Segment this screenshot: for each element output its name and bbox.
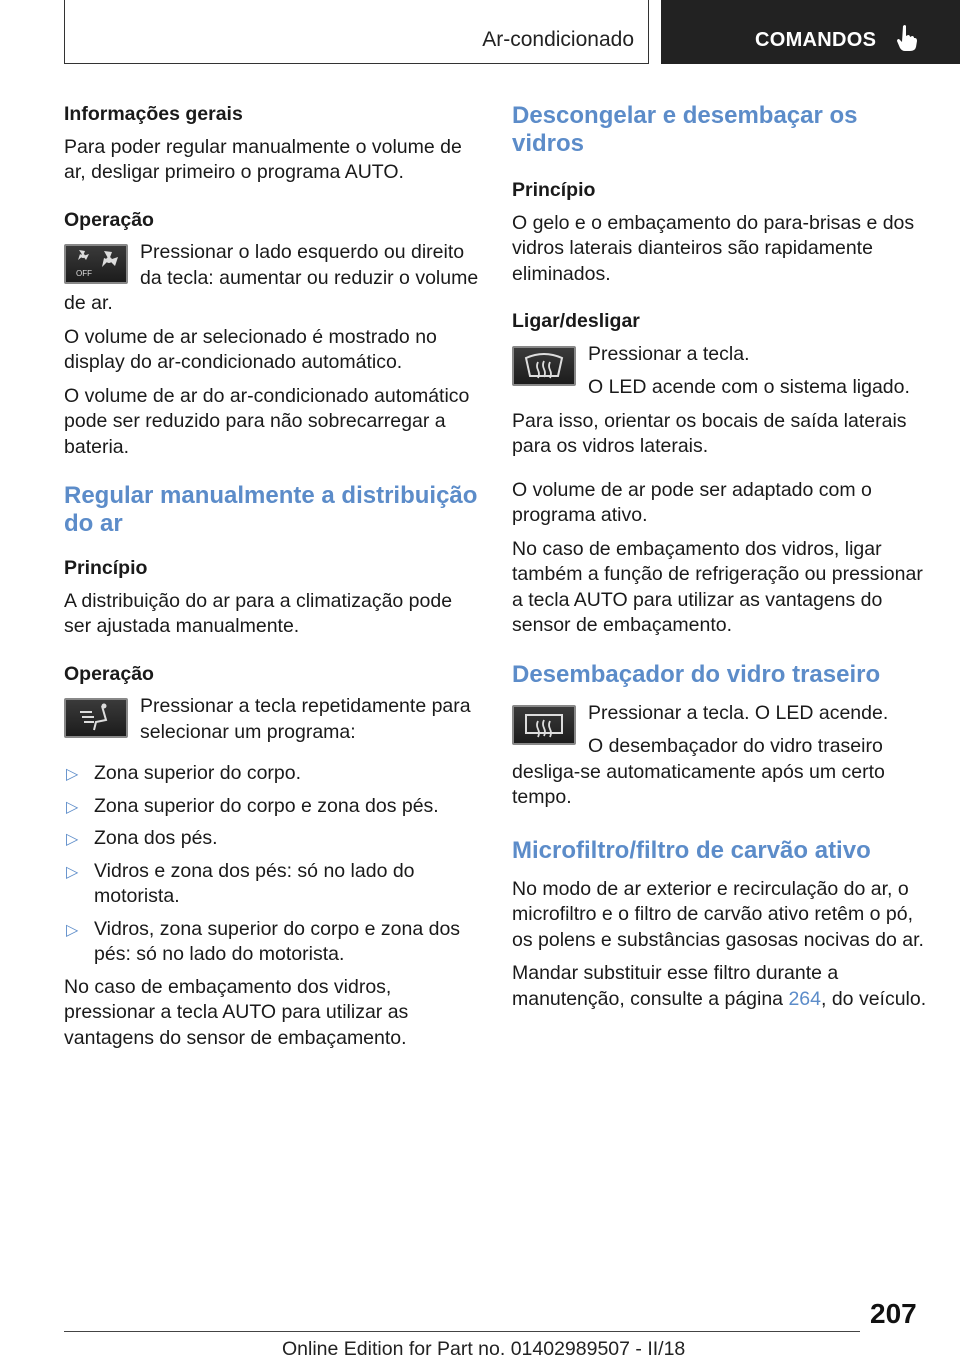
chapter-title: COMANDOS [755, 29, 877, 51]
rear-key-line-2: O desembaçador do vidro traseiro desliga-se automaticamente após um certo tempo. [512, 735, 885, 808]
page-264-link[interactable]: 264 [788, 987, 821, 1010]
onoff-paragraph-2: Para isso, orientar os bocais de saída laterais para os vidros laterais. [512, 409, 907, 457]
gerais-heading: Informações gerais [64, 103, 243, 125]
principio-heading-left: Princípio [64, 557, 148, 579]
onoff-paragraph-3: O volume de ar pode ser adaptado com o programa ativo. [512, 478, 872, 526]
principio-text-right: O gelo e o embaçamento do para-brisas e dos vidros laterais dianteiros são rapidamente eliminados. [512, 211, 915, 285]
page-number: 207 [870, 1298, 917, 1329]
windshield-defrost-key-icon [512, 346, 576, 386]
list-item: ▷ Vidros e zona dos pés: só no lado do motorista. [66, 859, 415, 907]
distribution-key-row [64, 694, 482, 745]
pointing-hand-icon [896, 24, 918, 52]
closing-paragraph: No caso de embaçamento dos vidros, pressionar a tecla AUTO para utilizar as vantagens do sensor de embaçamento. [64, 975, 409, 1049]
list-item: ▷ Zona superior do corpo. [64, 761, 482, 787]
filter-paragraph-1: No modo de ar exterior e recirculação do ar, o microfiltro e o filtro de carvão ativo retêm o pó, os polens e substâncias gasosas nocivas do ar. [512, 877, 924, 951]
windshield-key-line-1: Pressionar a tecla. [588, 342, 750, 365]
filter-heading: Microfiltro/filtro de carvão ativo [512, 836, 871, 864]
rear-defogger-heading: Desembaçador do vidro traseiro [512, 660, 881, 688]
header-section-tab [64, 0, 649, 64]
header-chapter-tab [661, 0, 960, 64]
op1-paragraph-3: O volume de ar do ar-condicionado automático pode ser reduzido para não sobrecarregar a bateria. [64, 384, 470, 458]
principio-text-left: A distribuição do ar para a climatização pode ser ajustada manualmente. [64, 589, 453, 637]
section-title: Ar-condicionado [482, 28, 634, 51]
fan-key-text: Pressionar o lado esquerdo ou direito da tecla: aumentar ou reduzir o volume de ar. [64, 241, 479, 314]
left-column [64, 102, 482, 1059]
list-item: ▷ Zona dos pés. [64, 826, 482, 852]
op1-paragraph-2: O volume de ar selecionado é mostrado no display do ar-condicionado automático. [64, 325, 437, 373]
triangle-bullet-icon: ▷ [66, 766, 79, 783]
filter-paragraph-2: Mandar substituir esse filtro durante a manutenção, consulte a página 264, do veículo. [512, 962, 927, 1010]
operacao-heading-1: Operação [64, 208, 154, 231]
seat-airflow-key-icon [64, 698, 128, 738]
distribution-key-text: Pressionar a tecla repetidamente para selecionar um programa: [140, 695, 471, 743]
fan-key-row [64, 240, 482, 317]
triangle-bullet-icon: ▷ [66, 921, 79, 939]
operacao-heading-2: Operação [64, 662, 154, 685]
fan-key-icon [64, 244, 128, 284]
footer-rule [64, 1331, 860, 1332]
right-column [512, 102, 932, 1020]
fan-key-off-label: OFF [76, 269, 92, 278]
distribution-program-list [64, 761, 482, 968]
ligar-desligar-heading: Ligar/desligar [512, 310, 640, 332]
onoff-paragraph-4: No caso de embaçamento dos vidros, ligar também a função de refrigeração ou pressionar a tecla AUTO para utilizar as vantagens do sensor de embaçamento. [512, 537, 923, 636]
triangle-bullet-icon: ▷ [66, 798, 79, 816]
list-item: ▷ Vidros, zona superior do corpo e zona dos pés: só no lado do motorista. [66, 917, 461, 965]
windshield-key-line-2: O LED acende com o sistema ligado. [588, 376, 910, 398]
rear-defogger-key-icon [512, 705, 576, 745]
triangle-bullet-icon: ▷ [66, 863, 79, 881]
distribution-heading: Regular manualmente a distribuição do ar [64, 482, 478, 537]
rear-defogger-key-row [512, 701, 932, 811]
triangle-bullet-icon: ▷ [66, 831, 79, 848]
deice-heading: Descongelar e desembaçar os vidros [512, 102, 858, 157]
principio-heading-right: Princípio [512, 179, 596, 201]
rear-key-line-1: Pressionar a tecla. O LED acende. [588, 701, 889, 724]
windshield-key-row [512, 342, 932, 401]
list-item: ▷ Zona superior do corpo e zona dos pés. [64, 794, 482, 820]
gerais-text: Para poder regular manualmente o volume de ar, desligar primeiro o programa AUTO. [64, 135, 462, 183]
edition-footer: Online Edition for Part no. 01402989507 - II/18 [282, 1338, 686, 1360]
